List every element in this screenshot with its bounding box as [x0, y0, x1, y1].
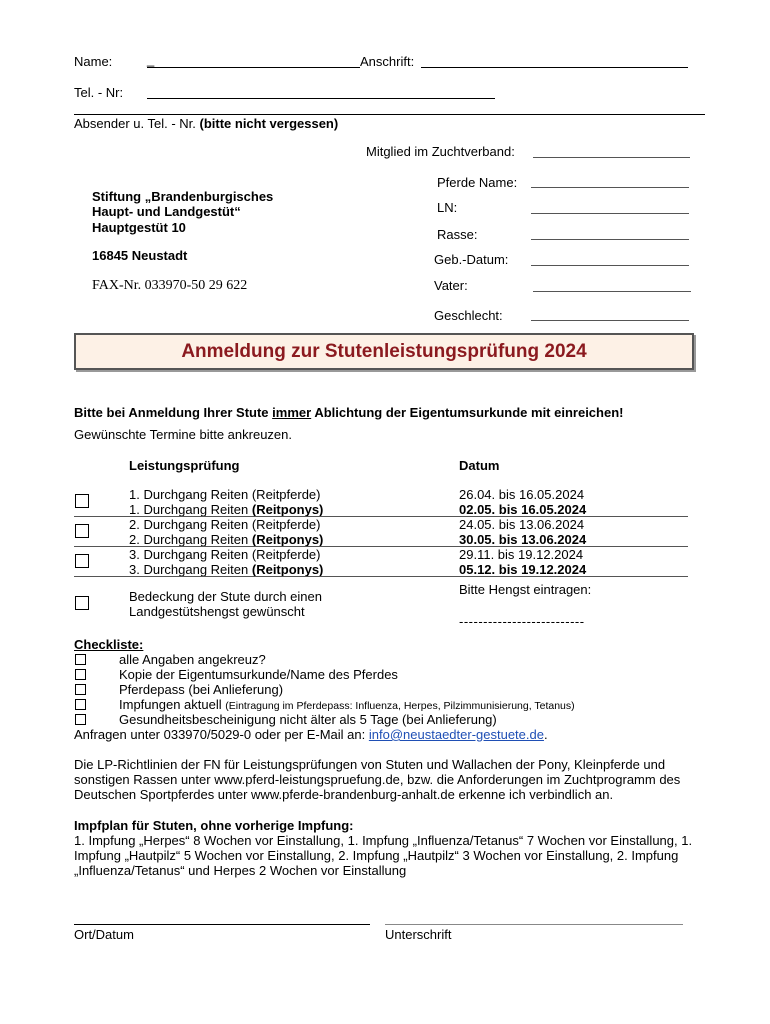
exam-row: 2. Durchgang Reiten (Reitpferde)	[129, 517, 321, 532]
place-date-line[interactable]	[74, 924, 370, 925]
name-label: Name:	[74, 54, 113, 69]
checklist-item: alle Angaben angekreuz?	[119, 652, 266, 667]
covering-line-2: Landgestütshengst gewünscht	[129, 604, 305, 619]
email-link[interactable]: info@neustaedter-gestuete.de	[368, 727, 544, 742]
checklist-title: Checkliste:	[74, 637, 144, 652]
exam-date: 30.05. bis 13.06.2024	[459, 532, 587, 547]
checklist-checkbox[interactable]	[75, 654, 86, 665]
birth-line[interactable]	[531, 265, 689, 266]
phone-label: Tel. - Nr:	[74, 85, 124, 100]
form-title: Anmeldung zur Stutenleistungsprüfung 2024	[181, 341, 587, 362]
checkbox-round-3[interactable]	[75, 554, 89, 568]
sex-line[interactable]	[531, 320, 689, 321]
guidelines-paragraph: Die LP-Richtlinien der FN für Leistungsprüfungen von Stuten und Wallachen der Pony, Kleinpferde und sonstigen Rassen unter www.pferd-leistungspruefung.de, bzw. die Anforderungen im Zuchtprogramm des Deutschen Sportpferdes unter www.pferde-brandenburg-anhalt.de erkenne ich verbindlich an.	[74, 757, 681, 802]
sire-line[interactable]	[533, 291, 691, 292]
checklist-item: Pferdepass (bei Anlieferung)	[119, 682, 284, 697]
row-divider	[74, 576, 688, 577]
notice: Bitte bei Anmeldung Ihrer Stute immer Ablichtung der Eigentumsurkunde mit einreichen!	[74, 405, 624, 420]
address-line[interactable]	[421, 67, 688, 68]
exam-date: 05.12. bis 19.12.2024	[459, 562, 587, 577]
stallion-input-line[interactable]: --------------------------	[459, 614, 585, 629]
horse-name-label: Pferde Name:	[437, 175, 518, 190]
ln-label: LN:	[437, 200, 458, 215]
sex-label: Geschlecht:	[434, 308, 503, 323]
instruction: Gewünschte Termine bitte ankreuzen.	[74, 427, 292, 442]
phone-line[interactable]	[147, 98, 495, 99]
breed-label: Rasse:	[437, 227, 478, 242]
checkbox-covering[interactable]	[75, 596, 89, 610]
address-label: Anschrift:	[360, 54, 415, 69]
ln-line[interactable]	[531, 213, 689, 214]
exam-date: 02.05. bis 16.05.2024	[459, 502, 587, 517]
sender-note: Absender u. Tel. - Nr. (bitte nicht vergessen)	[74, 116, 339, 131]
recipient-line-3: Hauptgestüt 10	[92, 220, 186, 235]
checklist-checkbox[interactable]	[75, 699, 86, 710]
col-header-exam: Leistungsprüfung	[129, 458, 240, 473]
covering-line-1: Bedeckung der Stute durch einen	[129, 589, 322, 604]
checklist-checkbox[interactable]	[75, 669, 86, 680]
checkbox-round-1[interactable]	[75, 494, 89, 508]
name-blank: _	[147, 52, 155, 67]
exam-row: 2. Durchgang Reiten (Reitponys)	[129, 532, 324, 547]
stallion-label: Bitte Hengst eintragen:	[459, 582, 592, 597]
place-date-label: Ort/Datum	[74, 927, 134, 942]
exam-row: 1. Durchgang Reiten (Reitponys)	[129, 502, 324, 517]
exam-date: 24.05. bis 13.06.2024	[459, 517, 585, 532]
checklist-item: Kopie der Eigentumsurkunde/Name des Pferdes	[119, 667, 398, 682]
checklist-item: Gesundheitsbescheinigung nicht älter als 5 Tage (bei Anlieferung)	[119, 712, 497, 727]
name-line[interactable]	[147, 67, 360, 68]
birth-label: Geb.-Datum:	[434, 252, 509, 267]
inquiry-line: Anfragen unter 033970/5029-0 oder per E-Mail an: info@neustaedter-gestuete.de.	[74, 727, 548, 742]
exam-row: 1. Durchgang Reiten (Reitpferde)	[129, 487, 321, 502]
sire-label: Vater:	[434, 278, 468, 293]
checklist-item: Impfungen aktuell (Eintragung im Pferdepass: Influenza, Herpes, Pilzimmunisierung, Tetanus)	[119, 697, 575, 712]
vaccination-title: Impfplan für Stuten, ohne vorherige Impfung:	[74, 818, 354, 833]
header-divider	[74, 114, 705, 115]
exam-row: 3. Durchgang Reiten (Reitponys)	[129, 562, 324, 577]
recipient-line-2: Haupt- und Landgestüt“	[92, 204, 241, 219]
vaccination-text: 1. Impfung „Herpes“ 8 Wochen vor Einstallung, 1. Impfung „Influenza/Tetanus“ 7 Wochen vor Einstallung, 1. Impfung „Hautpilz“ 5 Wochen vor Einstallung, 2. Impfung „Hautpilz“ 3 Wochen vor Einstallung, 2. Impfung „Influenza/Tetanus“ und Herpes 2 Wochen vor Einstallung	[74, 833, 693, 878]
recipient-line-1: Stiftung „Brandenburgisches	[92, 189, 274, 204]
horse-name-line[interactable]	[531, 187, 689, 188]
member-line[interactable]	[533, 157, 690, 158]
signature-line[interactable]	[385, 924, 683, 925]
signature-label: Unterschrift	[385, 927, 452, 942]
checklist-checkbox[interactable]	[75, 684, 86, 695]
col-header-date: Datum	[459, 458, 500, 473]
recipient-city: 16845 Neustadt	[92, 248, 188, 263]
checklist-checkbox[interactable]	[75, 714, 86, 725]
recipient-fax: FAX-Nr. 033970-50 29 622	[92, 278, 248, 293]
checkbox-round-2[interactable]	[75, 524, 89, 538]
form-title-box	[74, 333, 694, 370]
exam-date: 26.04. bis 16.05.2024	[459, 487, 585, 502]
breed-line[interactable]	[531, 239, 689, 240]
member-label: Mitglied im Zuchtverband:	[366, 144, 515, 159]
exam-row: 3. Durchgang Reiten (Reitpferde)	[129, 547, 321, 562]
exam-date: 29.11. bis 19.12.2024	[459, 547, 584, 562]
